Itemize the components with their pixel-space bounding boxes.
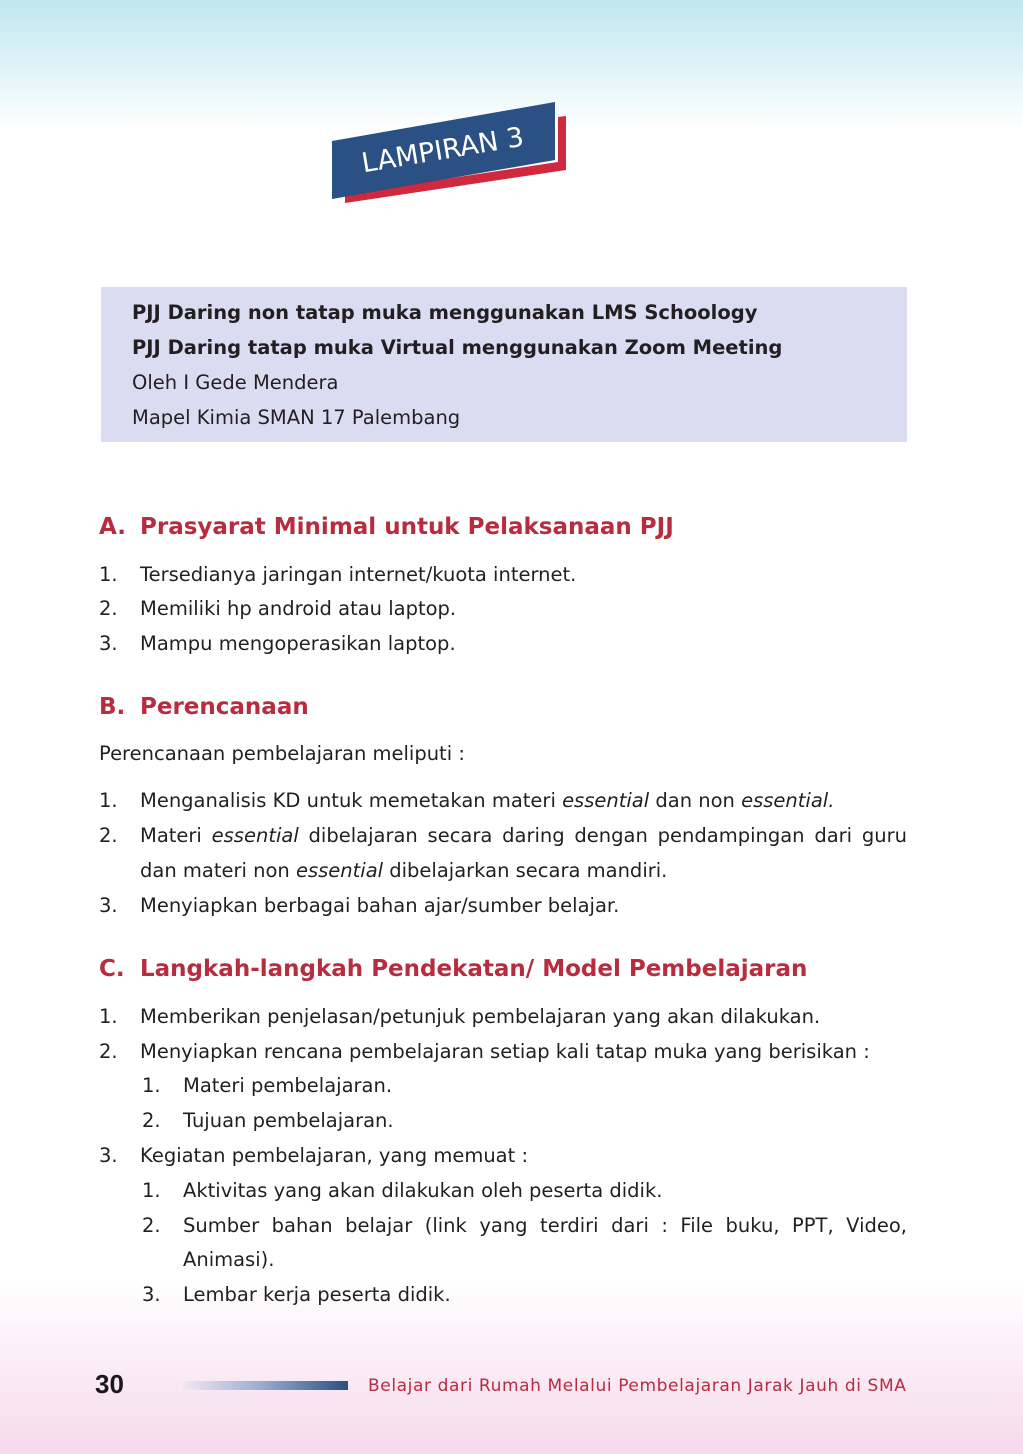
list-number: 3.: [99, 894, 118, 917]
list-number: 1.: [99, 1005, 118, 1028]
section-b-heading: [99, 692, 309, 722]
list-number: 2.: [99, 824, 118, 847]
list-item: Tersedianya jaringan internet/kuota internet.: [140, 563, 577, 586]
info-box: [101, 287, 907, 442]
sublist-item: Aktivitas yang akan dilakukan oleh peserta didik.: [183, 1179, 663, 1202]
section-a-heading: [99, 512, 674, 542]
info-subject: Mapel Kimia SMAN 17 Palembang: [132, 406, 461, 429]
banner-label: LAMPIRAN 3: [359, 121, 527, 180]
list-number: 2.: [99, 597, 118, 620]
section-b-intro: Perencanaan pembelajaran meliputi :: [99, 742, 465, 765]
list-number: 2.: [99, 1040, 118, 1063]
sublist-number: 3.: [142, 1283, 161, 1306]
section-c-heading: [99, 954, 807, 984]
list-item: Mampu mengoperasikan laptop.: [140, 632, 456, 655]
list-item: Menganalisis KD untuk memetakan materi essential dan non essential.: [140, 789, 835, 812]
list-number: 1.: [99, 563, 118, 586]
list-item: Menyiapkan rencana pembelajaran setiap kali tatap muka yang berisikan :: [140, 1040, 870, 1063]
section-a-title: Prasyarat Minimal untuk Pelaksanaan PJJ: [140, 514, 674, 540]
section-c-title: Langkah-langkah Pendekatan/ Model Pembelajaran: [140, 956, 808, 982]
list-item-continued: dan materi non essential dibelajarkan secara mandiri.: [140, 859, 668, 882]
sublist-item: Tujuan pembelajaran.: [183, 1109, 394, 1132]
section-c-letter: C.: [99, 956, 125, 982]
sublist-item: Materi pembelajaran.: [183, 1074, 393, 1097]
list-number: 3.: [99, 1144, 118, 1167]
section-b-letter: B.: [99, 694, 126, 720]
list-item: Menyiapkan berbagai bahan ajar/sumber belajar.: [140, 894, 620, 917]
footer-decoration-bar: [183, 1381, 348, 1390]
page-number: 30: [95, 1369, 124, 1399]
sublist-item: Sumber bahan belajar (link yang terdiri dari : File buku, PPT, Video,: [183, 1214, 907, 1237]
info-line-2: PJJ Daring tatap muka Virtual menggunakan Zoom Meeting: [132, 336, 783, 359]
list-number: 1.: [99, 789, 118, 812]
lampiran-banner: [330, 100, 580, 220]
list-item: Memberikan penjelasan/petunjuk pembelajaran yang akan dilakukan.: [140, 1005, 821, 1028]
sublist-item: Lembar kerja peserta didik.: [183, 1283, 451, 1306]
info-line-1: PJJ Daring non tatap muka menggunakan LMS Schoology: [132, 301, 758, 324]
info-author: Oleh I Gede Mendera: [132, 371, 339, 394]
list-number: 3.: [99, 632, 118, 655]
footer-title: Belajar dari Rumah Melalui Pembelajaran Jarak Jauh di SMA: [368, 1376, 907, 1396]
sublist-number: 2.: [142, 1214, 161, 1237]
section-a-letter: A.: [99, 514, 126, 540]
sublist-number: 1.: [142, 1074, 161, 1097]
list-item: Kegiatan pembelajaran, yang memuat :: [140, 1144, 529, 1167]
list-item: Materi essential dibelajaran secara daring dengan pendampingan dari guru: [140, 824, 907, 847]
section-b-title: Perencanaan: [140, 694, 309, 720]
sublist-number: 2.: [142, 1109, 161, 1132]
sublist-item-continued: Animasi).: [183, 1248, 275, 1271]
sublist-number: 1.: [142, 1179, 161, 1202]
list-item: Memiliki hp android atau laptop.: [140, 597, 457, 620]
